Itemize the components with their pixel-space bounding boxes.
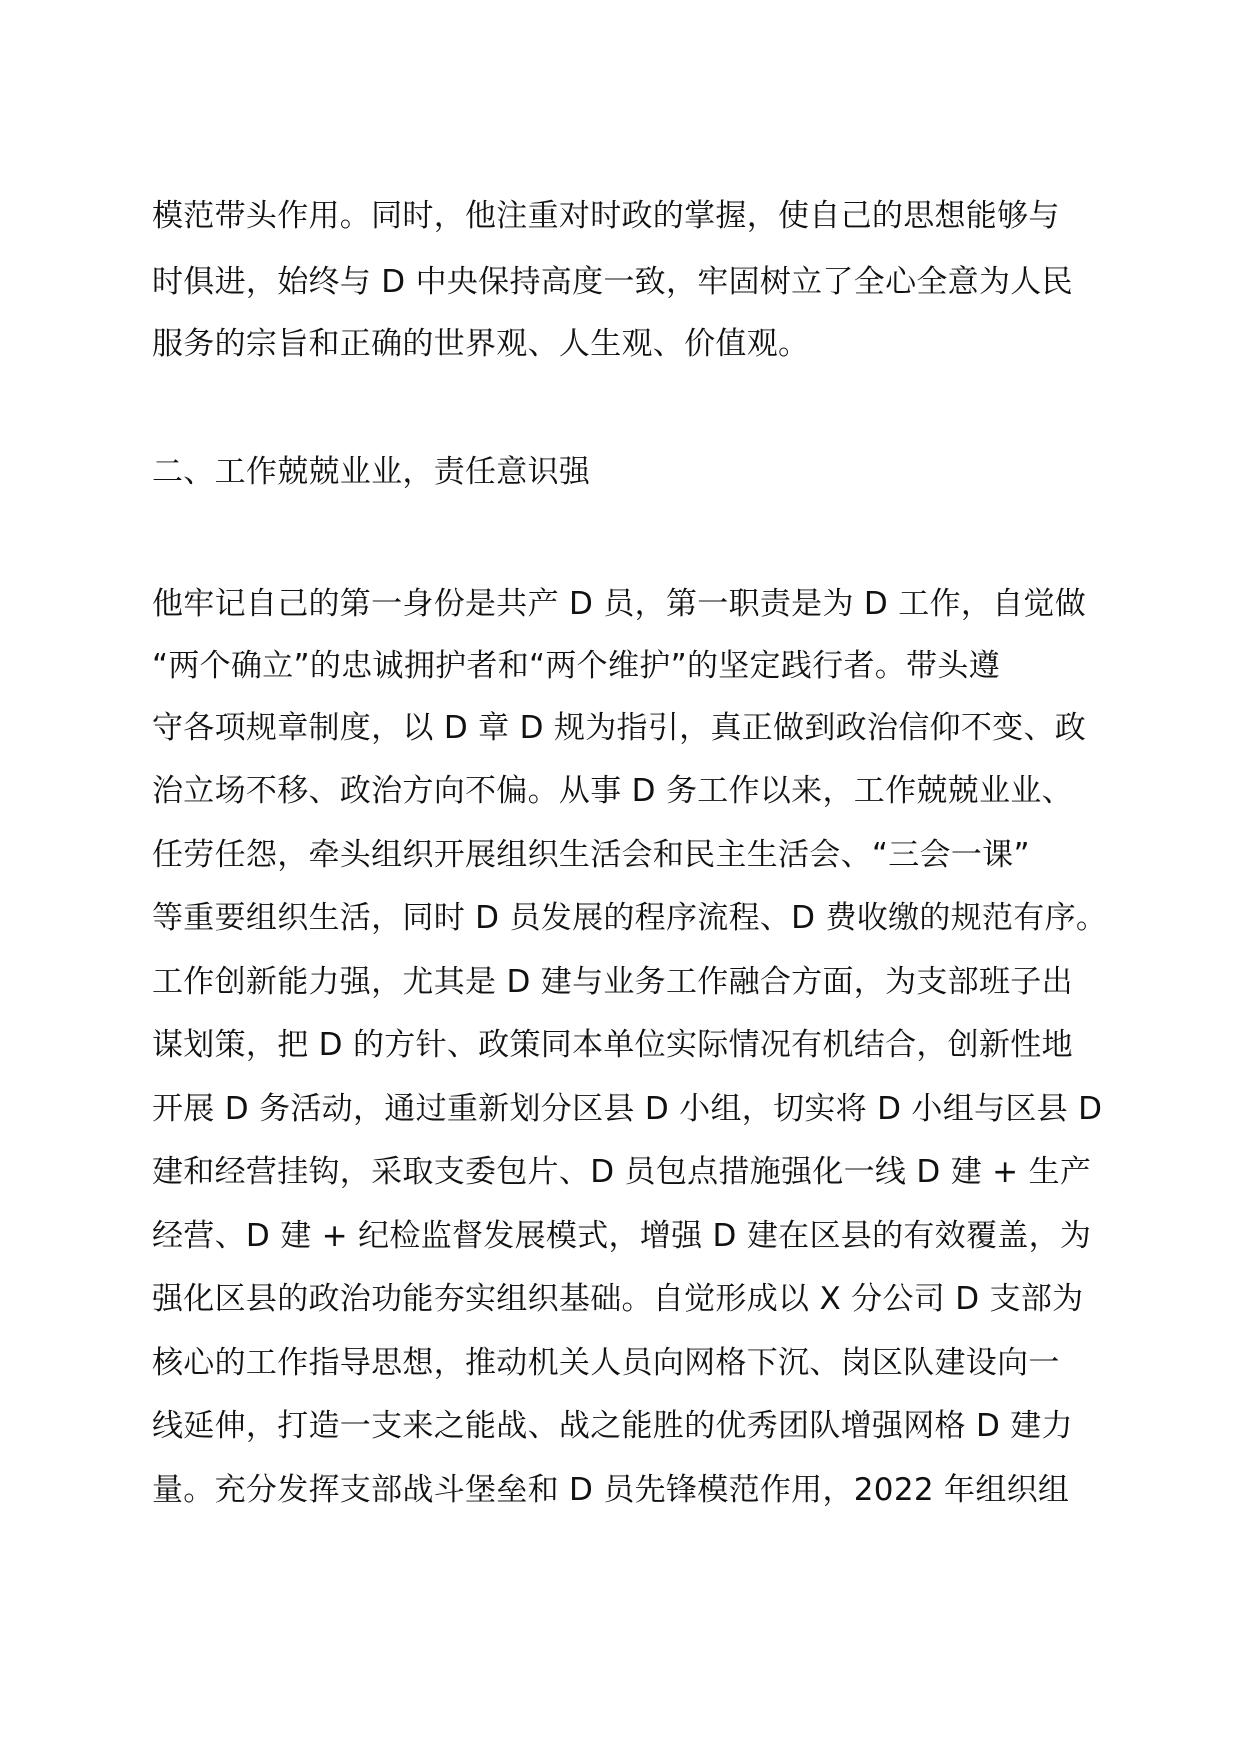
paragraph-2-line-2: “两个确立”的忠诚拥护者和“两个维护”的坚定践行者。带头遵 — [152, 648, 1000, 684]
paragraph-1-line-1: 模范带头作用。同时，他注重对时政的掌握，使自己的思想能够与 — [152, 198, 1060, 234]
paragraph-1-line-2: 时俱进，始终与 D 中央保持高度一致，牢固树立了全心全意为人民 — [152, 264, 1073, 300]
paragraph-2-line-14: 线延伸，打造一支来之能战、战之能胜的优秀团队增强网格 D 建力 — [152, 1408, 1073, 1444]
paragraph-2-line-9: 开展 D 务活动，通过重新划分区县 D 小组，切实将 D 小组与区县 D — [152, 1091, 1103, 1127]
paragraph-2-line-8: 谋划策，把 D 的方针、政策同本单位实际情况有机结合，创新性地 — [152, 1027, 1073, 1063]
paragraph-2-line-7: 工作创新能力强，尤其是 D 建与业务工作融合方面，为支部班子出 — [152, 964, 1073, 1000]
paragraph-2-line-15: 量。充分发挥支部战斗堡垒和 D 员先锋模范作用，2022 年组织组 — [152, 1472, 1070, 1508]
paragraph-2-line-4: 治立场不移、政治方向不偏。从事 D 务工作以来，工作兢兢业业、 — [152, 773, 1073, 809]
paragraph-2-line-5: 任劳任怨，牵头组织开展组织生活会和民主生活会、“三会一课” — [152, 837, 1030, 873]
paragraph-2-line-3: 守各项规章制度，以 D 章 D 规为指引，真正做到政治信仰不变、政 — [152, 710, 1087, 746]
paragraph-2-line-12: 强化区县的政治功能夯实组织基础。自觉形成以 X 分公司 D 支部为 — [152, 1281, 1084, 1317]
paragraph-1-line-3: 服务的宗旨和正确的世界观、人生观、价值观。 — [152, 326, 810, 362]
paragraph-2-line-1: 他牢记自己的第一身份是共产 D 员，第一职责是为 D 工作，自觉做 — [152, 586, 1087, 622]
paragraph-2-line-10: 建和经营挂钩，采取支委包片、D 员包点措施强化一线 D 建 + 生产 — [152, 1154, 1092, 1190]
paragraph-2-line-11: 经营、D 建 + 纪检监督发展模式，增强 D 建在区县的有效覆盖，为 — [152, 1218, 1092, 1254]
paragraph-2-line-13: 核心的工作指导思想，推动机关人员向网格下沉、岗区队建设向一 — [152, 1345, 1060, 1381]
section-heading-2: 二、工作兢兢业业，责任意识强 — [152, 454, 591, 490]
paragraph-2-line-6: 等重要组织生活，同时 D 员发展的程序流程、D 费收缴的规范有序。 — [152, 900, 1108, 936]
